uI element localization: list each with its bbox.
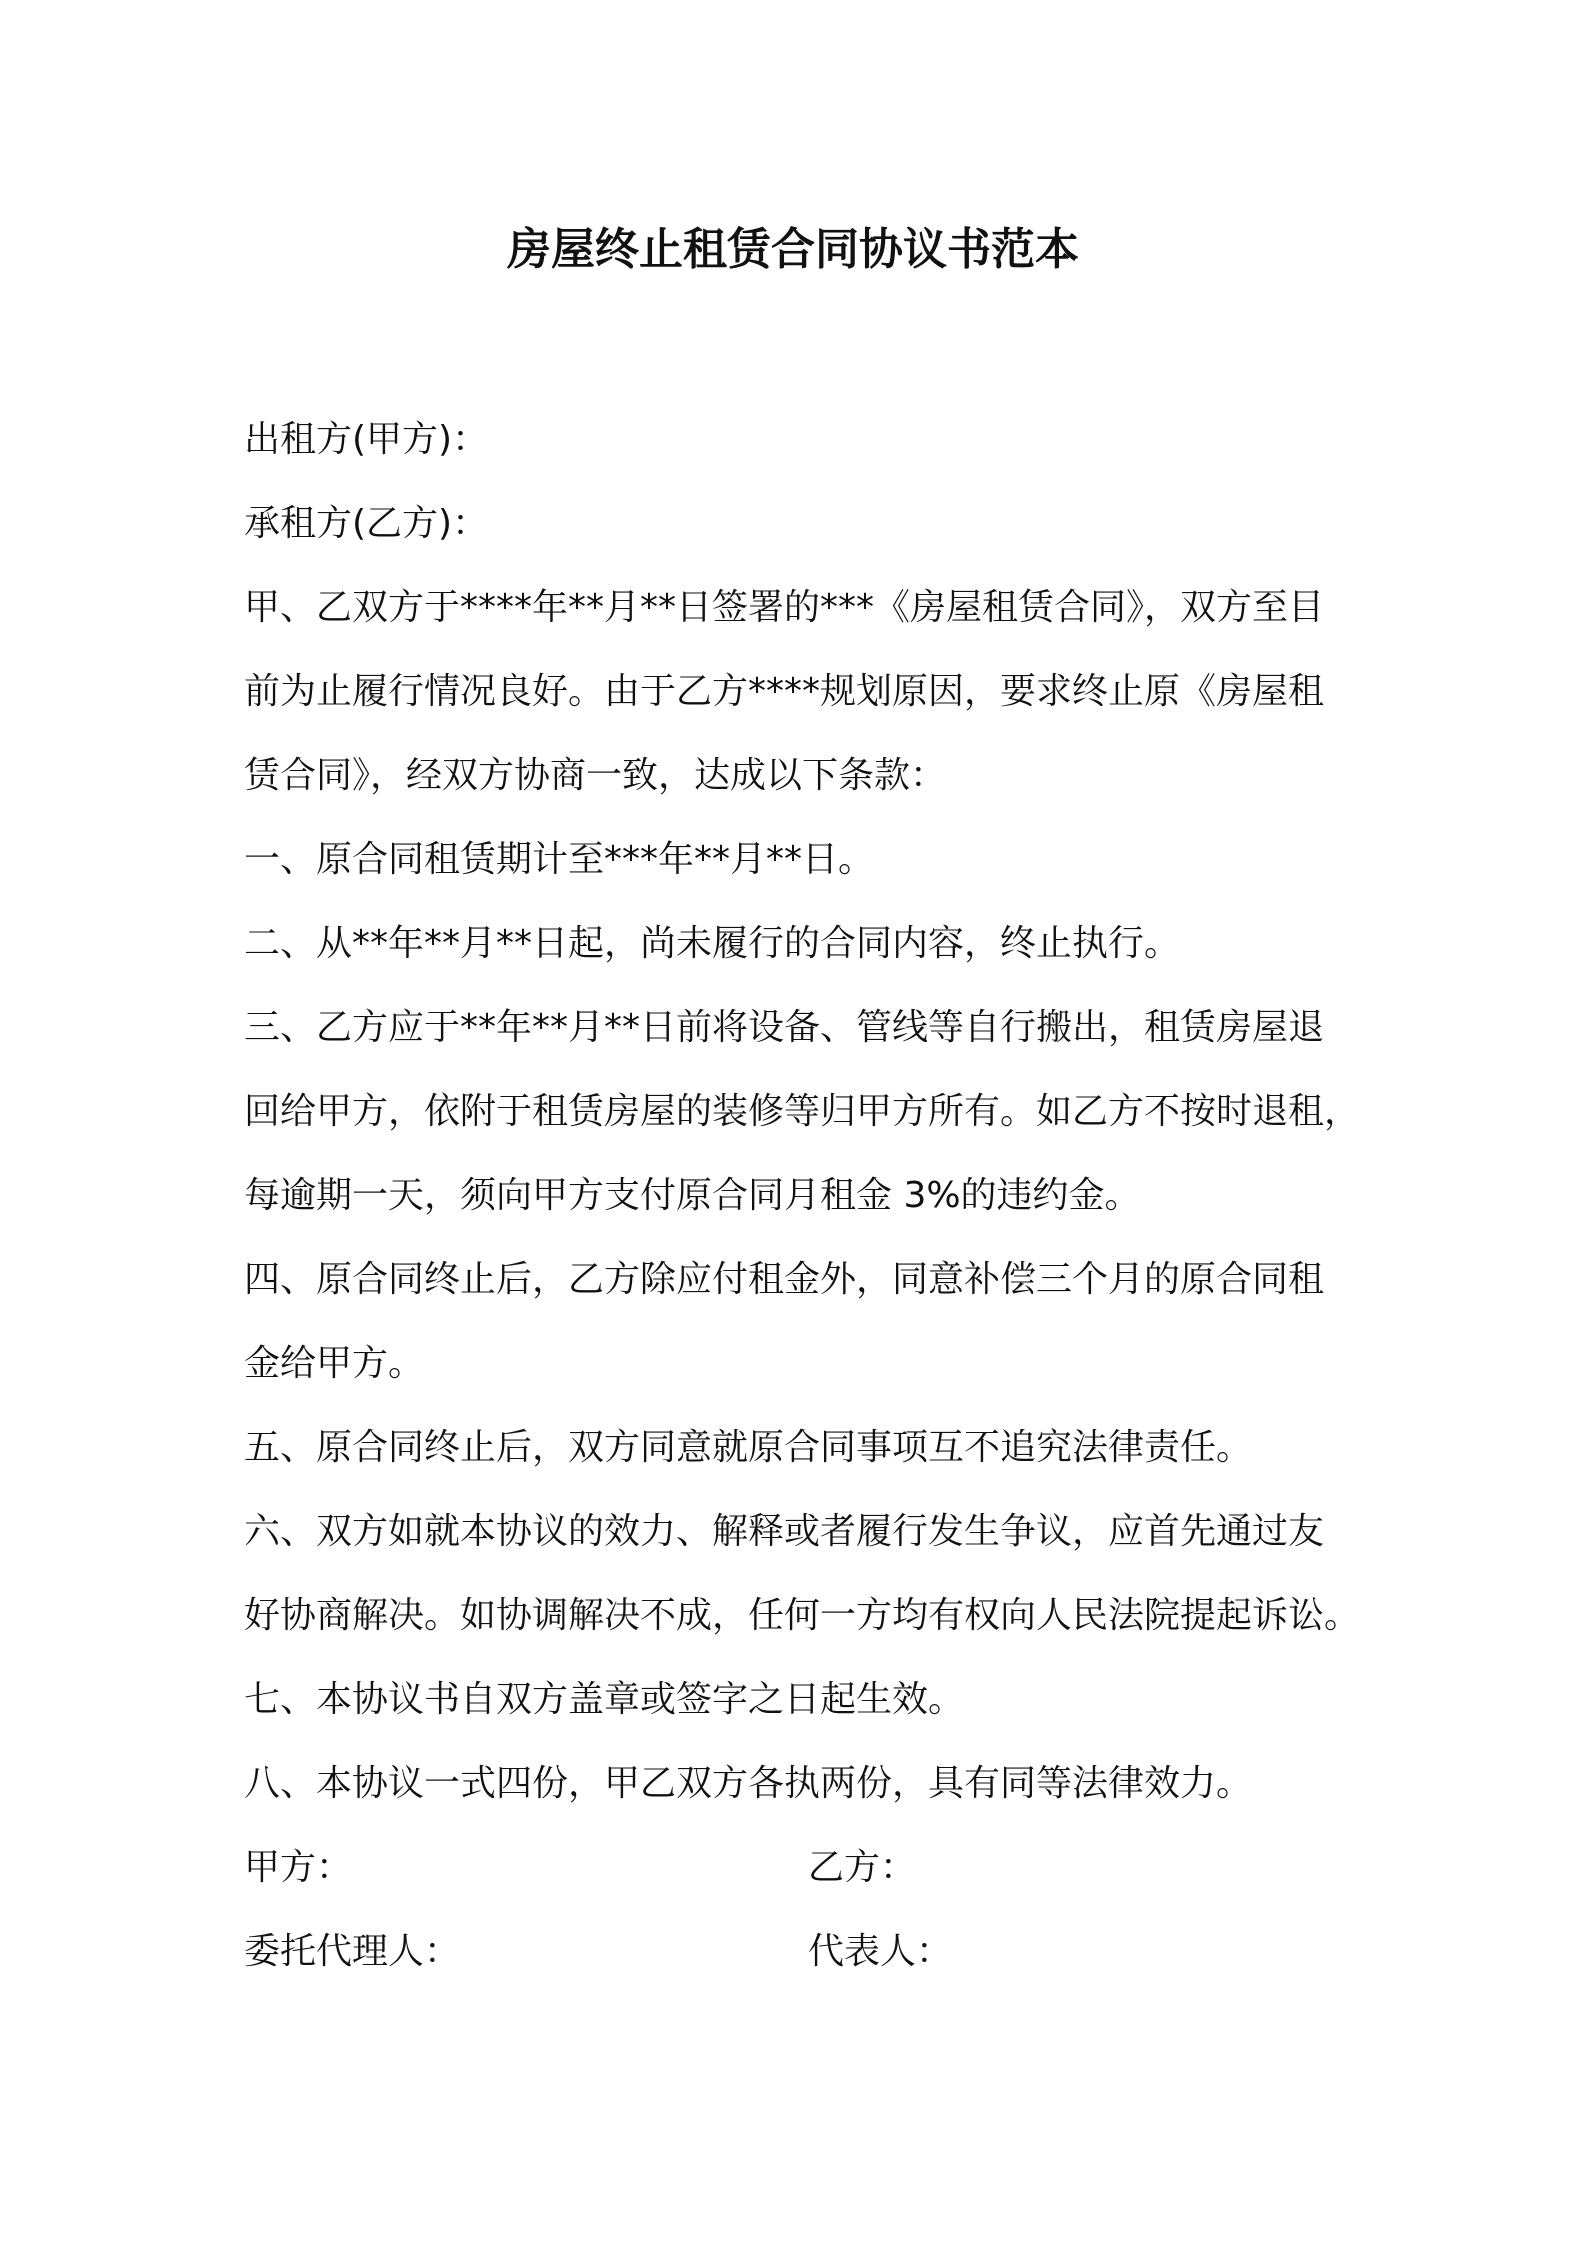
clause-4-line-2: 金给甲方。 bbox=[244, 1343, 425, 1384]
document-title: 房屋终止租赁合同协议书范本 bbox=[507, 224, 1079, 275]
clause-8: 八、本协议一式四份，甲乙双方各执两份，具有同等法律效力。 bbox=[244, 1763, 1253, 1804]
preamble-line-1: 甲、乙双方于****年**月**日签署的***《房屋租赁合同》，双方至目 bbox=[244, 587, 1325, 628]
clause-5: 五、原合同终止后，双方同意就原合同事项互不追究法律责任。 bbox=[244, 1427, 1253, 1468]
clause-7: 七、本协议书自双方盖章或签字之日起生效。 bbox=[244, 1679, 965, 1720]
clause-3-line-3: 每逾期一天，须向甲方支付原合同月租金 3%的违约金。 bbox=[244, 1175, 1141, 1216]
representative-label: 代表人： bbox=[808, 1931, 953, 1972]
lessee-line: 承租方(乙方)： bbox=[244, 503, 489, 544]
clause-4-line-1: 四、原合同终止后，乙方除应付租金外，同意补偿三个月的原合同租 bbox=[244, 1259, 1325, 1300]
clause-3-line-1: 三、乙方应于**年**月**日前将设备、管线等自行搬出，租赁房屋退 bbox=[244, 1007, 1325, 1048]
document-body bbox=[244, 398, 1364, 1994]
clause-1: 一、原合同租赁期计至***年**月**日。 bbox=[244, 839, 875, 880]
party-b-label: 乙方： bbox=[808, 1847, 917, 1888]
agent-label: 委托代理人： bbox=[244, 1931, 461, 1972]
signature-row-parties bbox=[244, 1826, 1364, 1910]
clause-6-line-2: 好协商解决。如协调解决不成，任何一方均有权向人民法院提起诉讼。 bbox=[244, 1595, 1361, 1636]
preamble-line-2: 前为止履行情况良好。由于乙方****规划原因，要求终止原《房屋租 bbox=[244, 671, 1325, 712]
signature-row-representatives bbox=[244, 1910, 1364, 1994]
clause-3-line-2: 回给甲方，依附于租赁房屋的装修等归甲方所有。如乙方不按时退租， bbox=[244, 1091, 1361, 1132]
lessor-line: 出租方(甲方)： bbox=[244, 419, 489, 460]
clause-2: 二、从**年**月**日起，尚未履行的合同内容，终止执行。 bbox=[244, 923, 1181, 964]
clause-6-line-1: 六、双方如就本协议的效力、解释或者履行发生争议，应首先通过友 bbox=[244, 1511, 1325, 1552]
preamble-line-3: 赁合同》，经双方协商一致，达成以下条款： bbox=[244, 755, 947, 796]
party-a-label: 甲方： bbox=[244, 1847, 353, 1888]
